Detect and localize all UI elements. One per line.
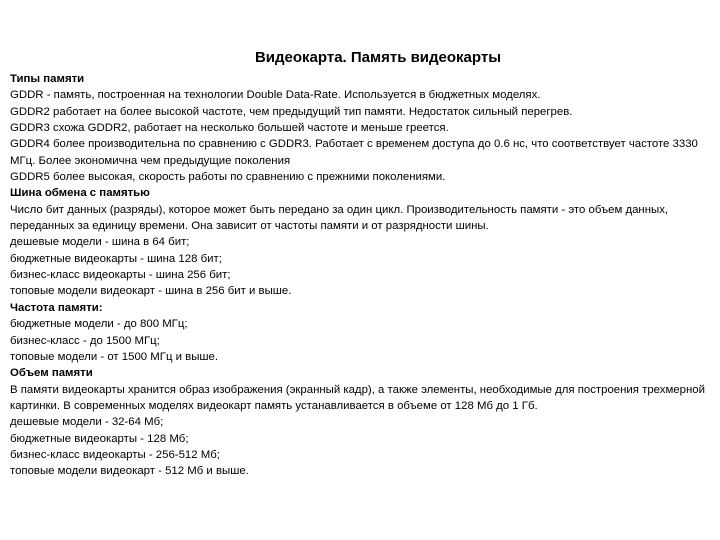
- list-item: бюджетные модели - до 800 МГц;: [10, 318, 188, 331]
- paragraph: GDDR4 более производительна по сравнению с GDDR3. Работает с временем доступа до 0.6 нс, что соответствует частоте 3330 МГц. Более экономична чем предыдущие поколения: [10, 138, 698, 167]
- paragraph: В памяти видеокарты хранится образ изображения (экранный кадр), а также элементы, необходимые для построения трехмерной картинки. В современных моделях видеокарт память устанавливается в объеме от 128 Мб до 1 Гб.: [10, 383, 705, 412]
- list-item: бюджетные видеокарты - шина 128 бит;: [10, 252, 222, 265]
- paragraph: GDDR5 более высокая, скорость работы по сравнению с прежними поколениями.: [10, 171, 446, 184]
- section-heading: Объем памяти: [10, 367, 93, 380]
- section-frequency: [10, 300, 710, 365]
- list-item: дешевые модели - шина в 64 бит;: [10, 236, 190, 249]
- section-heading: Частота памяти:: [10, 301, 103, 314]
- list-item: бизнес-класс видеокарты - 256-512 Мб;: [10, 448, 220, 461]
- list-item: дешевые модели - 32-64 Мб;: [10, 416, 164, 429]
- list-item: топовые модели видеокарт - 512 Мб и выше.: [10, 465, 249, 478]
- section-heading: Шина обмена с памятью: [10, 187, 150, 200]
- section-memory-types: [10, 71, 710, 185]
- paragraph: GDDR2 работает на более высокой частоте, чем предыдущий тип памяти. Недостаток сильный перегрев.: [10, 105, 573, 118]
- document-body: [10, 71, 710, 480]
- paragraph: GDDR - память, построенная на технологии Double Data-Rate. Используется в бюджетных моделях.: [10, 89, 541, 102]
- section-volume: [10, 365, 710, 479]
- section-bus: [10, 185, 710, 299]
- list-item: топовые модели видеокарт - шина в 256 бит и выше.: [10, 285, 292, 298]
- paragraph: GDDR3 схожа GDDR2, работает на несколько большей частоте и меньше греется.: [10, 122, 449, 135]
- list-item: бизнес-класс видеокарты - шина 256 бит;: [10, 269, 231, 282]
- list-item: бизнес-класс - до 1500 МГц;: [10, 334, 160, 347]
- list-item: бюджетные видеокарты - 128 Мб;: [10, 432, 189, 445]
- section-heading: Типы памяти: [10, 73, 85, 85]
- page-title: [0, 49, 720, 66]
- page-title-text: Видеокарта. Память видеокарты: [254, 49, 502, 66]
- paragraph: Число бит данных (разряды), которое может быть передано за один цикл. Производительность памяти - это объем данных, переданных за единицу времени. Она зависит от частоты памяти и от разрядности шины.: [10, 203, 669, 233]
- list-item: топовые модели - от 1500 МГц и выше.: [10, 350, 219, 363]
